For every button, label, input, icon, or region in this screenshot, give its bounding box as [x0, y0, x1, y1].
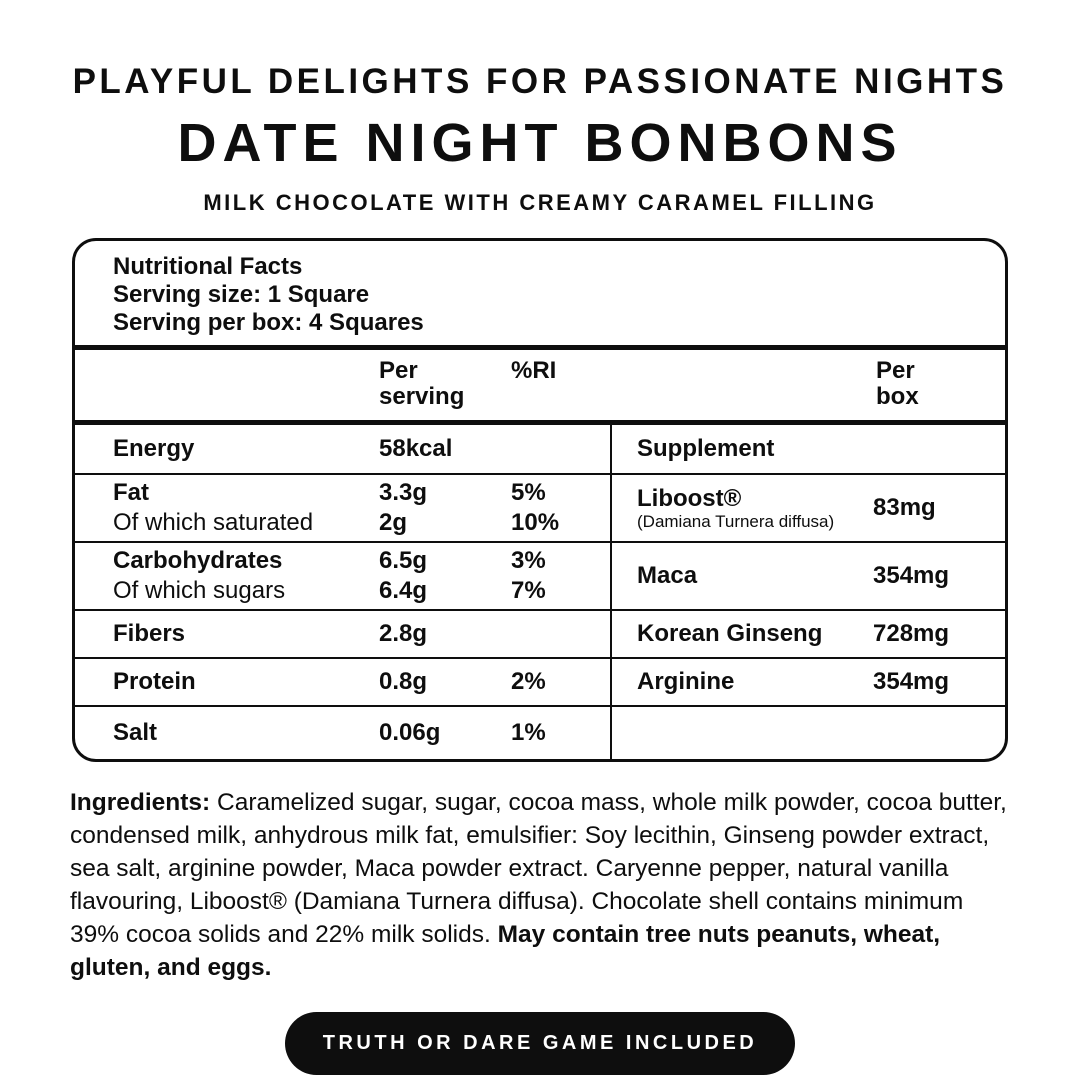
supplement-name: Maca [637, 562, 698, 589]
nutrient-ri: 5% [511, 479, 546, 506]
nutrient-ri: 2% [511, 668, 546, 695]
nutrient-subri: 10% [511, 509, 560, 536]
facts-intro [75, 241, 1005, 345]
col-ri: %RI [511, 357, 557, 384]
supplement-amount: 354mg [873, 668, 950, 695]
nutrient-label: Energy [113, 435, 195, 462]
col-per-serving: Per serving [379, 357, 465, 410]
serving-size: Serving size: 1 Square [113, 281, 370, 308]
product-subtitle: MILK CHOCOLATE WITH CREAMY CARAMEL FILLING [203, 190, 877, 215]
nutrient-subvalue: 2g [379, 509, 408, 536]
nutrient-cell [75, 434, 610, 464]
supplement-amount: 83mg [873, 494, 936, 521]
supplement-cell-empty [610, 707, 1005, 759]
table-row-fat [75, 473, 1005, 541]
supplement-name: Arginine [637, 668, 735, 695]
nutrient-label: Carbohydrates [113, 547, 283, 574]
table-row-fibers [75, 609, 1005, 657]
supplement-cell [610, 543, 1005, 609]
serving-per-box: Serving per box: 4 Squares [113, 309, 424, 336]
nutrient-cell [75, 718, 610, 748]
nutrient-label: Salt [113, 719, 158, 746]
nutrient-label: Fat [113, 479, 149, 506]
nutrient-ri: 1% [511, 719, 546, 746]
supplement-cell [610, 659, 1005, 705]
truth-or-dare-badge: TRUTH OR DARE GAME INCLUDED [285, 1012, 796, 1075]
col-per-box: Per box [876, 357, 919, 410]
nutrient-value: 3.3g [379, 479, 428, 506]
nutrient-label: Fibers [113, 620, 186, 647]
allergen-warning: May contain tree nuts peanuts, wheat, gluten, and eggs. [70, 921, 941, 981]
supplement-cell [610, 611, 1005, 657]
nutrient-cell [75, 546, 610, 606]
table-row-carbohydrates [75, 541, 1005, 609]
ingredients-paragraph [70, 786, 1010, 984]
nutrient-value: 0.06g [379, 719, 441, 746]
column-header-row [75, 350, 1005, 420]
nutrient-cell [75, 478, 610, 538]
nutrient-cell [75, 667, 610, 697]
supplement-cell [610, 425, 1005, 473]
nutrient-value: 58kcal [379, 435, 453, 462]
nutrition-facts-panel [72, 238, 1008, 762]
supplement-name: Liboost® [637, 484, 742, 512]
nutrient-value: 0.8g [379, 668, 428, 695]
product-title: DATE NIGHT BONBONS [177, 113, 903, 173]
nutrient-subvalue: 6.4g [379, 577, 428, 604]
nutrient-label: Protein [113, 668, 196, 695]
nutrient-sublabel: Of which sugars [113, 577, 286, 604]
ingredients-body: Caramelized sugar, sugar, cocoa mass, whole milk powder, cocoa butter, condensed milk, anhydrous milk fat, emulsifier: Soy lecithin, Ginseng powder extract, sea salt, arginine powder, Maca powder extract. Caryenne pepper, natural vanilla flavouring, Liboost® (Damiana Turnera diffusa). Chocolate shell contains minimum 39% cocoa solids and 22% milk solids. [70, 789, 1007, 948]
table-row-protein [75, 657, 1005, 705]
supplement-name: Korean Ginseng [637, 620, 823, 647]
supplement-amount: 728mg [873, 620, 950, 647]
supplement-cell [610, 475, 1005, 541]
nutrient-cell [75, 619, 610, 649]
supplement-amount: 354mg [873, 562, 950, 589]
nutrient-sublabel: Of which saturated [113, 509, 314, 536]
tagline: PLAYFUL DELIGHTS FOR PASSIONATE NIGHTS [72, 62, 1008, 101]
table-row-energy [75, 425, 1005, 473]
table-row-salt [75, 705, 1005, 759]
facts-heading: Nutritional Facts [113, 253, 303, 280]
nutrient-ri: 3% [511, 547, 546, 574]
nutrient-value: 6.5g [379, 547, 428, 574]
supplement-subname: (Damiana Turnera diffusa) [637, 511, 835, 531]
ingredients-label: Ingredients: [70, 789, 211, 816]
nutrient-value: 2.8g [379, 620, 428, 647]
badge-container [0, 1012, 1080, 1075]
supplement-heading: Supplement [637, 435, 775, 462]
nutrient-subri: 7% [511, 577, 546, 604]
